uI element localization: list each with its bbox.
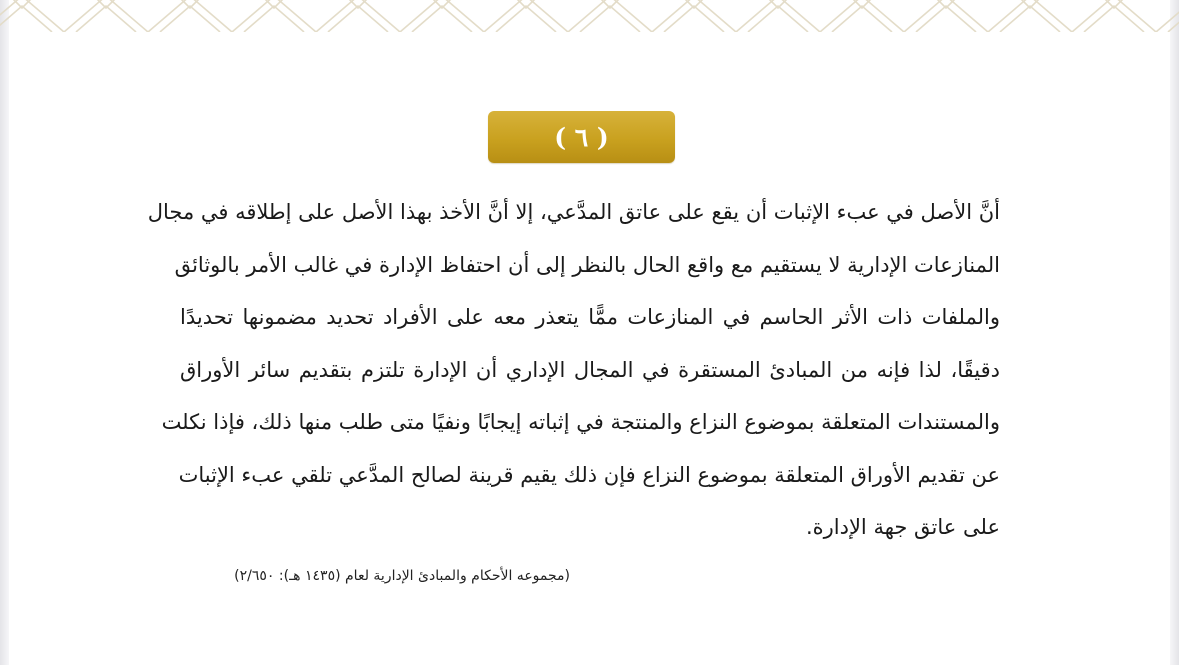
body-line: المنازعات الإدارية لا يستقيم مع واقع الحال بالنظر إلى أن احتفاظ الإدارة في غالب الأمر بالوثائق — [174, 252, 1000, 277]
body-line: عن تقديم الأوراق المتعلقة بموضوع النزاع فإن ذلك يقيم قرينة لصالح المدَّعي تلقي عبء الإثبات — [178, 462, 1000, 487]
pattern-stroke — [1168, 6, 1179, 32]
pattern-stroke — [832, 6, 892, 32]
pattern-stroke — [232, 0, 316, 32]
pattern-stroke — [1000, 6, 1060, 32]
pattern-stroke — [904, 0, 988, 32]
pattern-stroke — [148, 0, 232, 32]
pattern-stroke — [484, 0, 568, 32]
pattern-stroke — [496, 6, 556, 32]
pattern-stroke — [0, 6, 52, 32]
body-line: على عاتق جهة الإدارة. — [805, 515, 1000, 539]
geometric-pattern — [0, 0, 1179, 32]
page-right-edge — [1170, 0, 1179, 665]
pattern-stroke — [748, 6, 808, 32]
pattern-stroke — [568, 0, 652, 32]
pattern-stroke — [76, 6, 136, 32]
page-left-edge — [0, 0, 9, 665]
pattern-stroke — [1084, 6, 1144, 32]
pattern-stroke — [328, 6, 388, 32]
pattern-stroke — [1072, 0, 1156, 32]
pattern-stroke — [1156, 0, 1179, 32]
source-citation: (مجموعه الأحكام والمبادئ الإدارية لعام (١٤٣٥ هـ): ٢/٦٥٠) — [234, 568, 570, 584]
pattern-stroke — [820, 0, 904, 32]
pattern-stroke — [160, 6, 220, 32]
body-line: أنَّ الأصل في عبء الإثبات أن يقع على عاتق المدَّعي، إلا أنَّ الأخذ بهذا الأصل على إطلاقه في مجال — [147, 200, 1000, 224]
pattern-stroke — [736, 0, 820, 32]
pattern-stroke — [412, 6, 472, 32]
pattern-stroke — [316, 0, 400, 32]
decorative-pattern-band — [0, 0, 1179, 32]
pattern-stroke — [580, 6, 640, 32]
pattern-stroke — [652, 0, 736, 32]
body-paragraph — [147, 186, 1000, 554]
page-number-badge — [488, 111, 675, 163]
pattern-stroke — [664, 6, 724, 32]
pattern-stroke — [244, 6, 304, 32]
page-number-text: ( ٦ ) — [554, 122, 609, 152]
body-line: والملفات ذات الأثر الحاسم في المنازعات ممًّا يتعذر معه على الأفراد تحديد مضمونها تحديدًا — [180, 305, 1000, 329]
body-line: والمستندات المتعلقة بموضوع النزاع والمنتجة في إثباته إيجابًا ونفيًا متى طلب منها ذلك، فإذا نكلت — [161, 410, 1000, 434]
pattern-stroke — [988, 0, 1072, 32]
pattern-stroke — [916, 6, 976, 32]
pattern-stroke — [400, 0, 484, 32]
pattern-stroke — [64, 0, 148, 32]
body-line: دقيقًا، لذا فإنه من المبادئ المستقرة في المجال الإداري أن الإدارة تلتزم بتقديم سائر الأوراق — [180, 357, 1000, 382]
